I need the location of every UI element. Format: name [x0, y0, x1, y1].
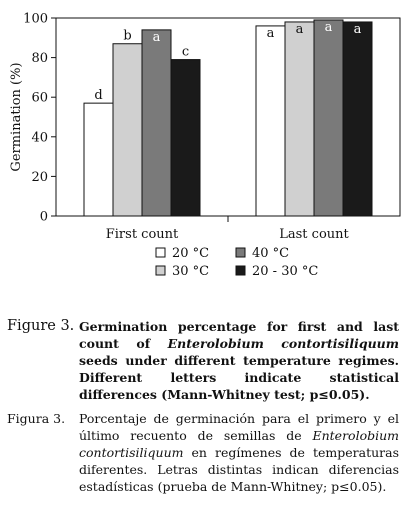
legend-label-3: 20 - 30 °C — [252, 264, 319, 279]
bar-0-0 — [84, 103, 113, 216]
legend-label-1: 30 °C — [172, 264, 210, 279]
caption-text-english — [79, 318, 399, 403]
caption-text-english-part2: seeds under different temperature regimes. Different letters indicate statistical differences (Mann-Whitney test; p≤0.05). — [79, 353, 399, 402]
y-tick-label-80: 80 — [31, 51, 48, 67]
x-category-label-1: Last count — [279, 227, 349, 242]
bar-letter-0-3: c — [181, 44, 190, 60]
legend-label-0: 20 °C — [172, 246, 210, 261]
bar-0-2 — [142, 30, 171, 216]
legend-swatch-1 — [156, 266, 165, 275]
caption-label-english: Figure 3. — [7, 318, 75, 334]
figure-caption-english — [7, 318, 399, 403]
bar-1-1 — [285, 22, 314, 216]
y-tick-label-20: 20 — [31, 169, 48, 185]
y-axis-label: Germination (%) — [9, 62, 24, 172]
legend-swatch-2 — [236, 248, 245, 257]
caption-text-english-part1: Germination percentage for first and last count of — [79, 319, 399, 351]
bar-1-3 — [343, 22, 372, 216]
bar-letter-0-0: d — [94, 88, 103, 104]
caption-text-spanish — [79, 410, 399, 495]
bar-letter-0-1: b — [123, 28, 132, 44]
caption-species-spanish: Enterolobium contortisiliquum — [79, 428, 399, 460]
caption-species-english: Enterolobium contortisiliquum — [167, 336, 399, 351]
bar-1-0 — [256, 26, 285, 216]
x-category-label-0: First count — [105, 227, 179, 242]
legend-swatch-0 — [156, 248, 165, 257]
y-tick-label-0: 0 — [39, 209, 48, 225]
legend-swatch-3 — [236, 266, 245, 275]
bar-0-3 — [171, 60, 200, 216]
caption-text-spanish-part2: en regímenes de temperaturas diferentes. Letras distintas indican diferencias estadísticas (prueba de Mann-Whitney; p≤0.05). — [79, 445, 399, 494]
y-tick-label-100: 100 — [23, 11, 48, 27]
bar-letter-1-1: a — [295, 21, 304, 37]
y-tick-label-60: 60 — [31, 90, 48, 106]
figure-caption-spanish — [7, 410, 399, 495]
bar-letter-1-0: a — [266, 25, 275, 41]
chart-bars — [84, 20, 372, 216]
chart-legend — [156, 246, 318, 279]
bar-letter-1-2: a — [324, 19, 333, 35]
caption-text-spanish-part1: Porcentaje de germinación para el primero y el último recuento de semillas de — [79, 411, 399, 443]
bar-letter-1-3: a — [353, 21, 362, 37]
bar-0-1 — [113, 44, 142, 216]
legend-label-2: 40 °C — [252, 246, 290, 261]
caption-label-spanish: Figura 3. — [7, 411, 66, 426]
bar-letter-0-2: a — [152, 29, 161, 45]
y-tick-label-40: 40 — [31, 130, 48, 146]
bar-1-2 — [314, 20, 343, 216]
